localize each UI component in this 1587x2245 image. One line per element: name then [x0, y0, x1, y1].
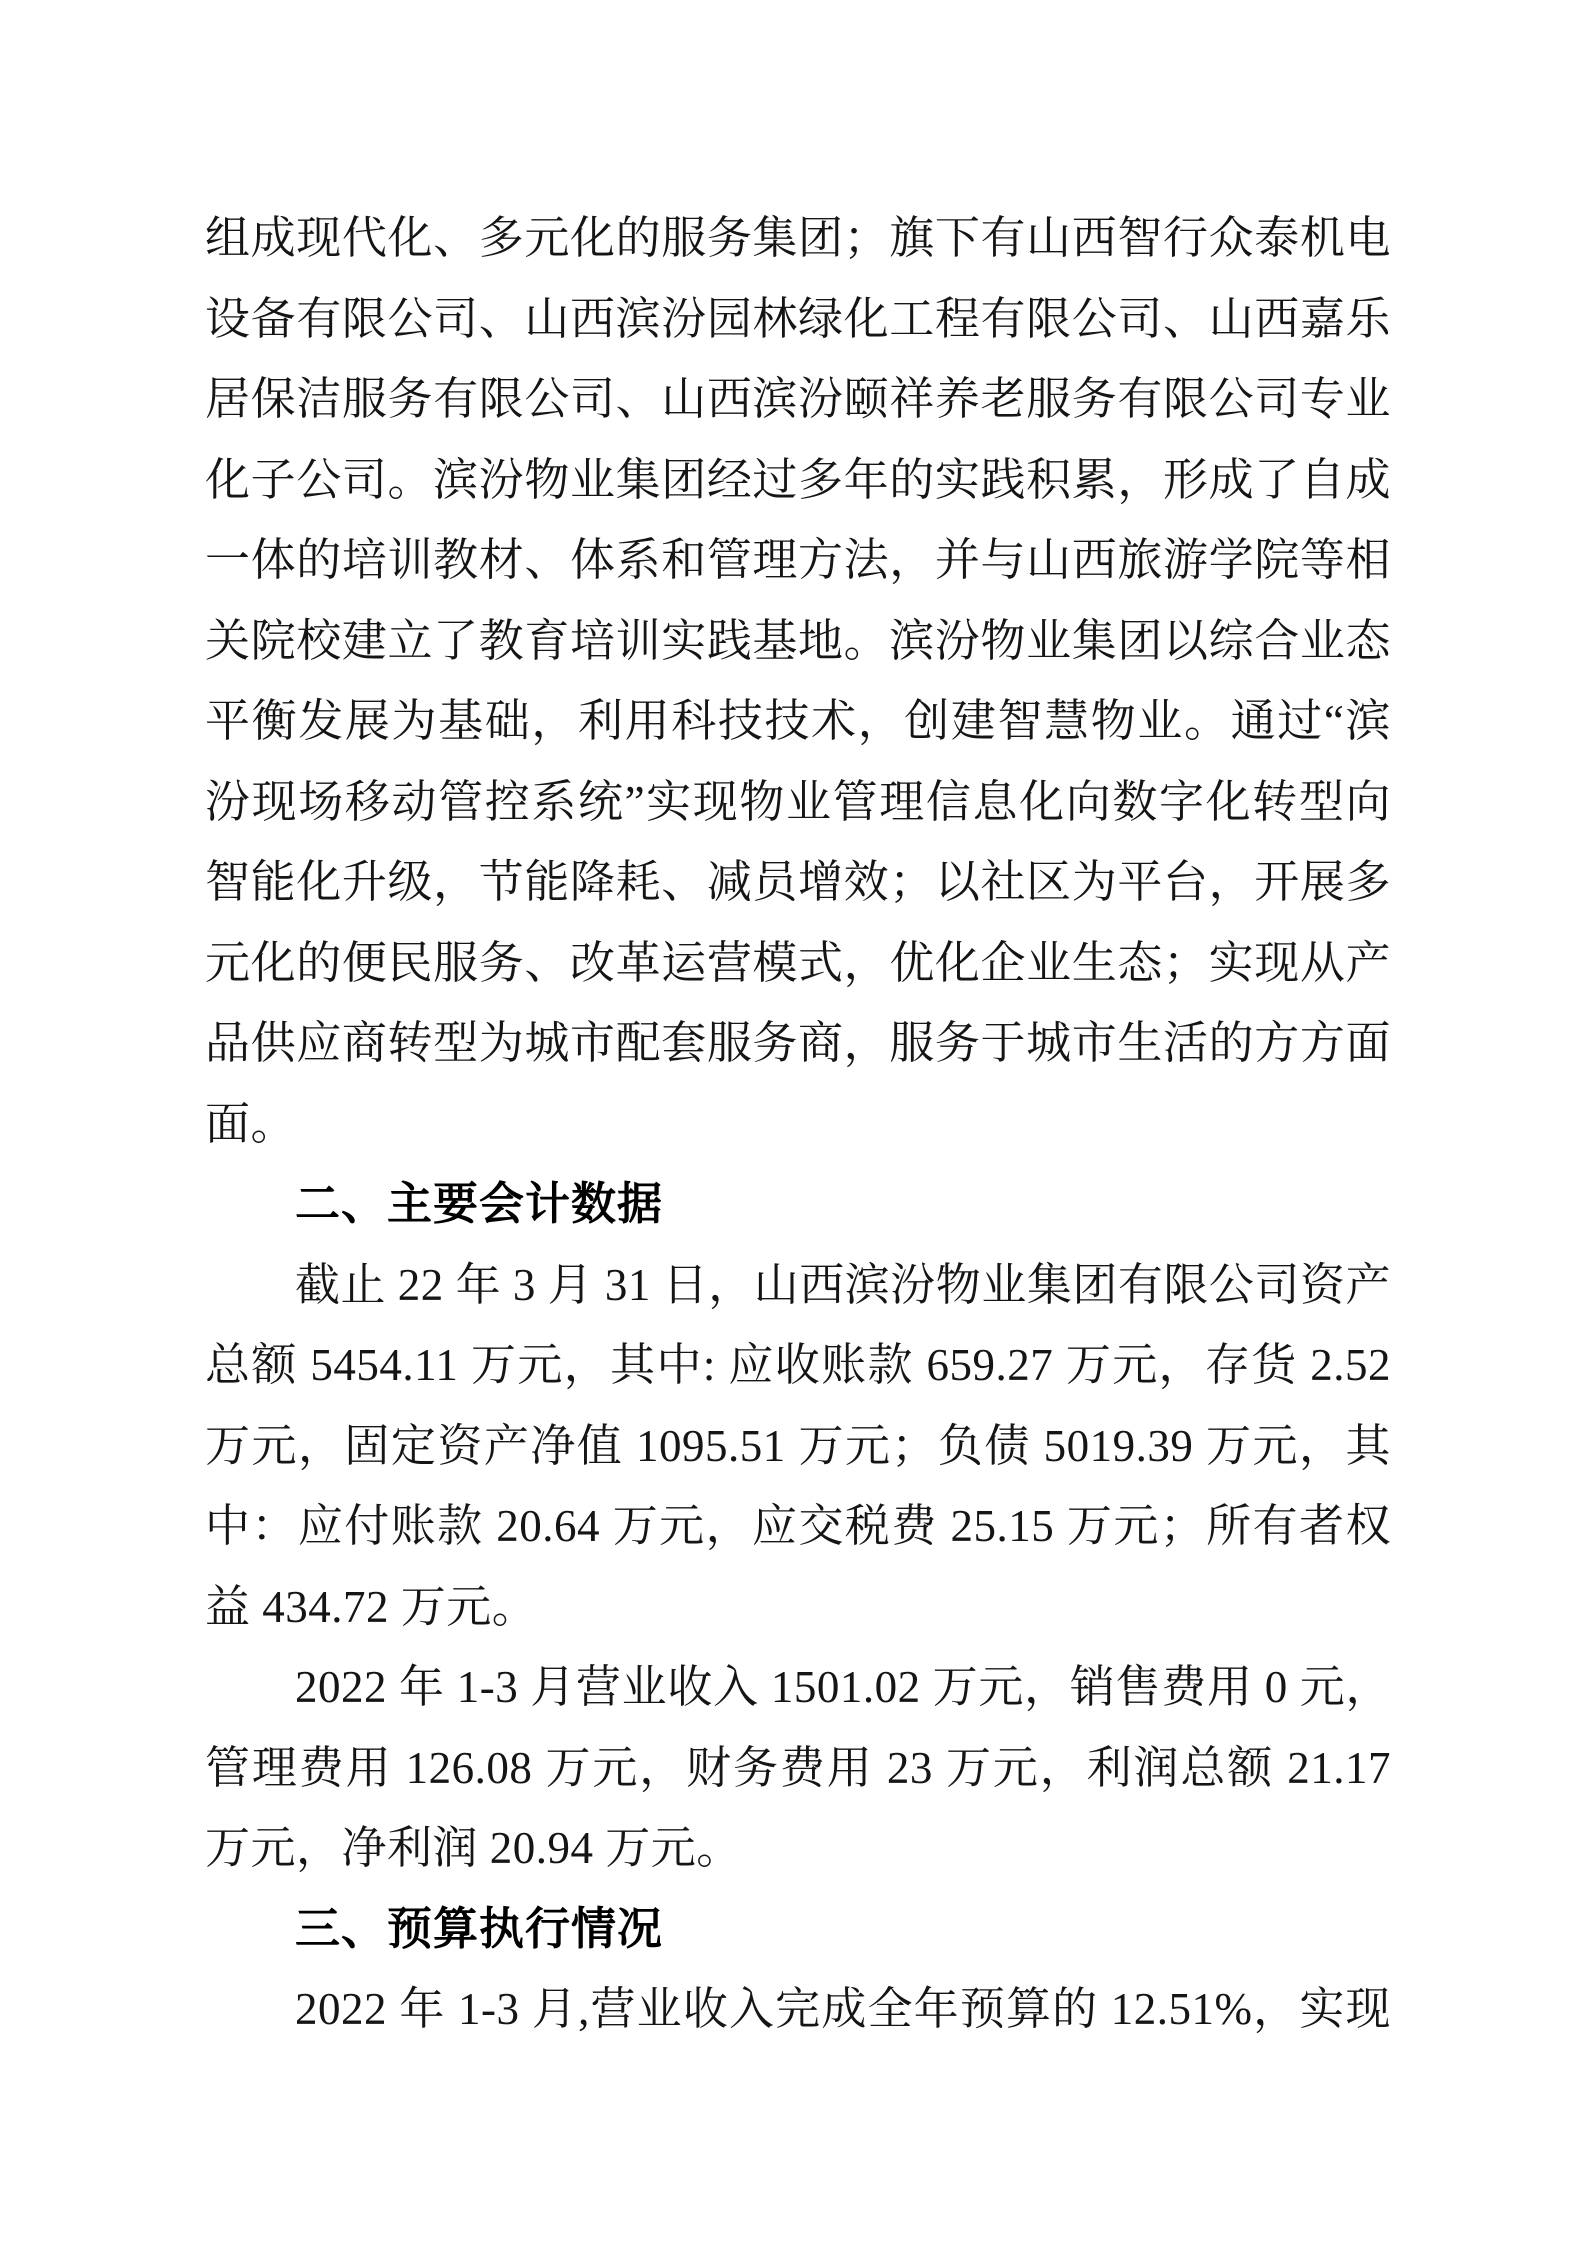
body-line: 元化的便民服务、改革运营模式，优化企业生态；实现从产 — [205, 937, 1391, 988]
body-line: 万元，固定资产净值 1095.51 万元；负债 5019.39 万元，其 — [205, 1420, 1391, 1471]
body-line: 居保洁服务有限公司、山西滨汾颐祥养老服务有限公司专业 — [205, 374, 1391, 424]
body-line: 关院校建立了教育培训实践基地。滨汾物业集团以综合业态 — [205, 615, 1391, 666]
body-line: 智能化升级，节能降耗、减员增效；以社区为平台，开展多 — [205, 857, 1391, 907]
body-line: 组成现代化、多元化的服务集团；旗下有山西智行众泰机电 — [205, 213, 1391, 263]
body-line: 平衡发展为基础，利用科技技术，创建智慧物业。通过“滨 — [205, 696, 1391, 746]
body-line: 2022 年 1-3 月,营业收入完成全年预算的 12.51%，实现 — [295, 1984, 1391, 2034]
body-line: 总额 5454.11 万元，其中: 应收账款 659.27 万元，存货 2.52 — [205, 1340, 1391, 1390]
document-text-block — [205, 198, 1391, 2050]
paragraph-last-line: 益 434.72 万元。 — [205, 1581, 538, 1632]
body-line: 管理费用 126.08 万元，财务费用 23 万元，利润总额 21.17 — [205, 1742, 1391, 1793]
section-heading-budget-execution: 三、预算执行情况 — [295, 1902, 664, 1954]
body-line: 汾现场移动管控系统”实现物业管理信息化向数字化转型向 — [205, 776, 1391, 827]
body-line: 化子公司。滨汾物业集团经过多年的实践积累，形成了自成 — [205, 454, 1391, 505]
paragraph-last-line: 面。 — [205, 1098, 297, 1149]
section-heading-accounting-data: 二、主要会计数据 — [295, 1178, 664, 1229]
paragraph-last-line: 万元，净利润 20.94 万元。 — [205, 1823, 742, 1873]
body-line: 中：应付账款 20.64 万元，应交税费 25.15 万元；所有者权 — [205, 1501, 1391, 1551]
body-line: 设备有限公司、山西滨汾园林绿化工程有限公司、山西嘉乐 — [205, 293, 1391, 344]
body-line: 一体的培训教材、体系和管理方法，并与山西旅游学院等相 — [205, 535, 1391, 585]
body-line: 品供应商转型为城市配套服务商，服务于城市生活的方方面 — [205, 1018, 1391, 1068]
body-line: 截止 22 年 3 月 31 日，山西滨汾物业集团有限公司资产 — [295, 1259, 1391, 1310]
body-line: 2022 年 1-3 月营业收入 1501.02 万元，销售费用 0 元， — [295, 1662, 1391, 1712]
